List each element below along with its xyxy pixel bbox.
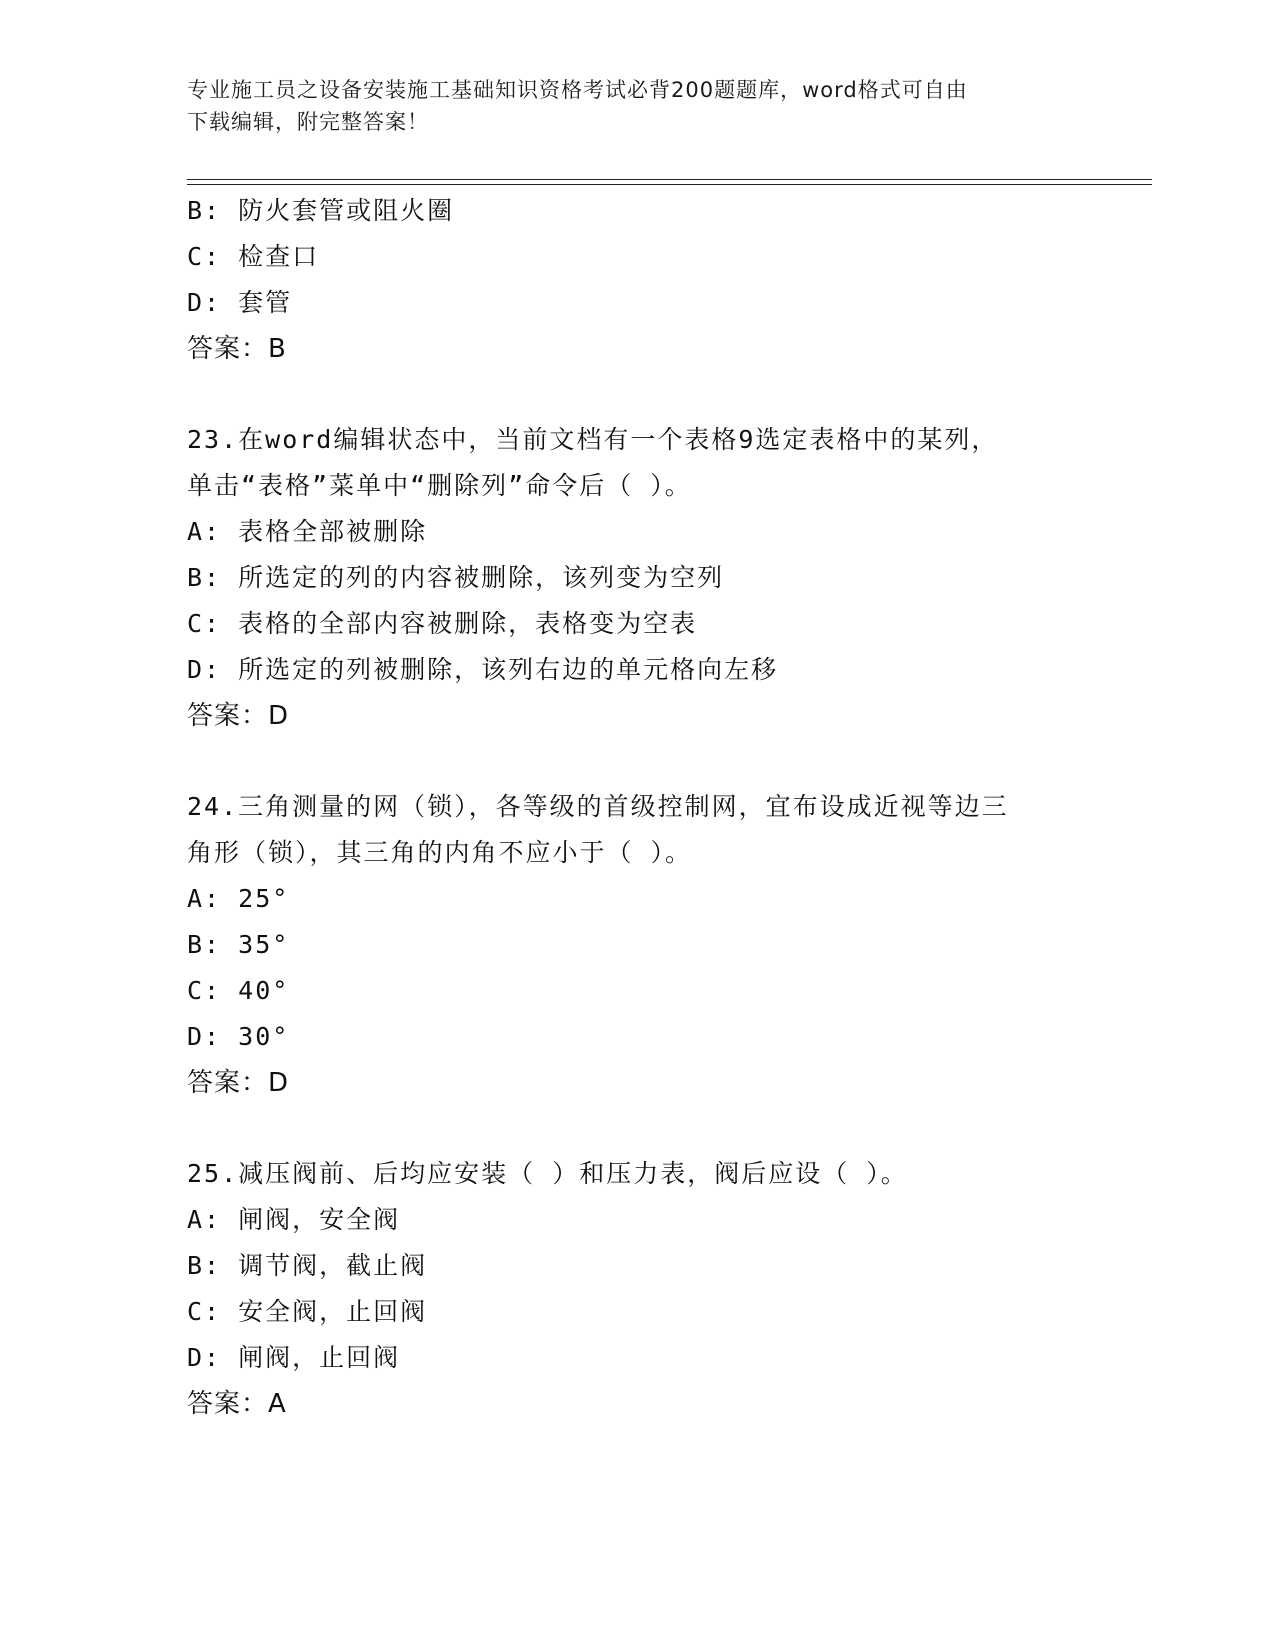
option-text: 所选定的列的内容被删除，该列变为空列 xyxy=(238,563,725,592)
question-stem-line: 角形（锁），其三角的内角不应小于（ ）。 xyxy=(187,838,693,867)
option-text: 表格全部被删除 xyxy=(238,517,428,546)
option-c xyxy=(187,601,1087,647)
option-b xyxy=(187,1243,1087,1289)
option-text: 套管 xyxy=(238,288,293,317)
answer-line: 答案：D xyxy=(187,1068,290,1098)
option-d xyxy=(187,1335,1087,1381)
header-line-2: 下载编辑，附完整答案！ xyxy=(187,110,429,134)
option-text: 25° xyxy=(238,884,290,913)
answer-line: 答案：D xyxy=(187,701,290,731)
question-stem-line: 23.在word编辑状态中，当前文档有一个表格9选定表格中的某列， xyxy=(187,425,999,454)
option-letter: C: xyxy=(187,609,222,638)
option-letter: B: xyxy=(187,196,222,225)
question-content xyxy=(187,188,1087,1427)
option-a xyxy=(187,876,1087,922)
document-header xyxy=(187,74,1067,138)
answer-line: 答案：A xyxy=(187,1389,287,1419)
option-letter: C: xyxy=(187,976,222,1005)
question-stem-line: 25.减压阀前、后均应安装（ ）和压力表，阀后应设（ ）。 xyxy=(187,1159,908,1188)
option-c xyxy=(187,968,1087,1014)
option-letter: A: xyxy=(187,517,222,546)
question-25 xyxy=(187,1151,1087,1427)
option-a xyxy=(187,1197,1087,1243)
option-d xyxy=(187,280,1087,326)
option-a xyxy=(187,509,1087,555)
answer-line: 答案：B xyxy=(187,334,287,364)
option-text: 安全阀，止回阀 xyxy=(238,1297,428,1326)
question-stem-line: 24.三角测量的网（锁），各等级的首级控制网，宜布设成近视等边三 xyxy=(187,792,1009,821)
question-stem-line: 单击“表格”菜单中“删除列”命令后（ ）。 xyxy=(187,471,692,500)
option-text: 调节阀，截止阀 xyxy=(238,1251,428,1280)
option-text: 所选定的列被删除，该列右边的单元格向左移 xyxy=(238,655,779,684)
header-rule-top xyxy=(187,179,1152,180)
option-letter: C: xyxy=(187,1297,222,1326)
option-letter: B: xyxy=(187,930,222,959)
option-letter: B: xyxy=(187,563,222,592)
option-text: 30° xyxy=(238,1022,290,1051)
option-letter: B: xyxy=(187,1251,222,1280)
option-letter: C: xyxy=(187,242,222,271)
option-letter: A: xyxy=(187,884,222,913)
option-text: 闸阀，止回阀 xyxy=(238,1343,401,1372)
option-letter: D: xyxy=(187,288,222,317)
option-b xyxy=(187,922,1087,968)
option-d xyxy=(187,647,1087,693)
option-b xyxy=(187,555,1087,601)
header-line-1: 专业施工员之设备安装施工基础知识资格考试必背200题题库，word格式可自由 xyxy=(187,78,968,102)
header-rule-bottom xyxy=(187,184,1152,185)
option-letter: D: xyxy=(187,1343,222,1372)
option-text: 35° xyxy=(238,930,290,959)
option-letter: D: xyxy=(187,655,222,684)
option-d xyxy=(187,1014,1087,1060)
option-text: 闸阀，安全阀 xyxy=(238,1205,401,1234)
option-b xyxy=(187,188,1087,234)
option-text: 表格的全部内容被删除，表格变为空表 xyxy=(238,609,698,638)
option-c xyxy=(187,1289,1087,1335)
option-text: 检查口 xyxy=(238,242,320,271)
option-letter: A: xyxy=(187,1205,222,1234)
question-24 xyxy=(187,784,1087,1106)
option-text: 防火套管或阻火圈 xyxy=(238,196,455,225)
option-c xyxy=(187,234,1087,280)
prev-question-block xyxy=(187,188,1087,372)
question-23 xyxy=(187,417,1087,739)
option-text: 40° xyxy=(238,976,290,1005)
option-letter: D: xyxy=(187,1022,222,1051)
